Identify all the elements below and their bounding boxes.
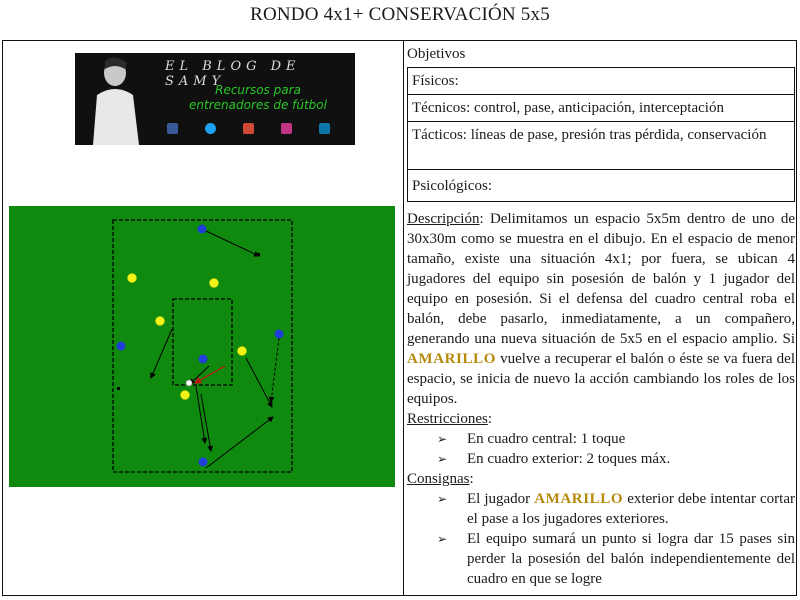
- ball: [186, 380, 192, 386]
- google-plus-icon: [243, 123, 254, 134]
- blue-player: [198, 225, 207, 234]
- pass-arrow: [206, 417, 273, 468]
- yellow-player: [210, 279, 219, 288]
- blog-name: EL BLOG DE SAMY: [165, 59, 301, 89]
- pass-arrow: [246, 358, 272, 407]
- exercise-description: [407, 209, 795, 589]
- yellow-player: [181, 391, 190, 400]
- arrow-bullet-icon: ➢: [437, 532, 448, 546]
- column-divider: [403, 40, 404, 596]
- descripcion-text-2: vuelve a recuperar el balón o éste se va fuera del espacio, se inicia de nuevo la acción cambiando los roles de los equipos.: [407, 351, 795, 407]
- descripcion-label: Descripción: [407, 211, 480, 227]
- consignas-heading: Consignas:: [407, 471, 474, 487]
- arrow-bullet-icon: ➢: [437, 432, 448, 446]
- cone-marker: [117, 387, 120, 390]
- social-icons: [167, 123, 347, 137]
- consigna-text-pre: El jugador: [467, 491, 535, 507]
- twitter-icon: [205, 123, 216, 134]
- page-title: RONDO 4x1+ CONSERVACIÓN 5x5: [250, 4, 550, 25]
- instagram-icon: [281, 123, 292, 134]
- restriccion-text: En cuadro exterior: 2 toques máx.: [467, 451, 671, 467]
- yellow-player: [156, 317, 165, 326]
- yellow-player: [128, 274, 137, 283]
- blue-player: [199, 458, 208, 467]
- restricciones-label: Restricciones: [407, 411, 488, 427]
- restriccion-item: [407, 449, 795, 469]
- restricciones-heading: Restricciones:: [407, 411, 492, 427]
- restriccion-text: En cuadro central: 1 toque: [467, 431, 626, 447]
- blog-subtitle-line2: entrenadores de fútbol: [189, 98, 327, 112]
- facebook-icon: [167, 123, 178, 134]
- consignas-label: Consignas: [407, 471, 470, 487]
- rondo-field-diagram: [9, 206, 395, 487]
- pass-arrow: [190, 366, 209, 384]
- blue-player: [117, 342, 126, 351]
- objetivos-label: Objetivos: [407, 46, 466, 62]
- objetivo-fisicos: Físicos:: [407, 67, 795, 95]
- blog-logo: [75, 53, 355, 145]
- coach-photo-icon: [83, 53, 143, 145]
- consigna-highlight: AMARILLO: [534, 491, 624, 507]
- consigna-item: [407, 529, 795, 589]
- pass-arrow: [196, 386, 205, 443]
- descripcion-paragraph: [407, 209, 795, 409]
- pass-arrow: [151, 329, 172, 378]
- pass-arrow: [271, 338, 279, 402]
- objetivo-tacticos: Tácticos: líneas de pase, presión tras pérdida, conservación: [407, 122, 795, 170]
- pass-arrow: [206, 231, 259, 256]
- outer-square: [113, 220, 292, 472]
- linkedin-icon: [319, 123, 330, 134]
- blog-subtitle: [163, 83, 353, 113]
- cone-marker: [257, 253, 260, 256]
- descripcion-text-1: : Delimitamos un espacio 5x5m dentro de uno de 30x30m como se muestra en el dibujo. En el espacio de menor tamaño, existe una situación 4x1; por fuera, se ubican 4 jugadores del equipo sin posesión de balón y 1 jugador del equipo en posesión. Si el defensa del cuadro central roba el balón, debe pasarlo, inmediatamente, a un compañero, generando una nueva situación de 5x5 en el espacio amplio. Si: [407, 211, 795, 347]
- consigna-text-post: exterior debe intentar cortar el pase a los jugadores exteriores.: [467, 491, 795, 527]
- objetivos-table: [407, 67, 795, 202]
- descripcion-highlight: AMARILLO: [407, 351, 496, 367]
- field-svg: [9, 206, 395, 487]
- arrow-bullet-icon: ➢: [437, 452, 448, 466]
- consigna-text: El equipo sumará un punto si logra dar 15 pases sin perder la posesión del balón independientemente del cuadro en que se logre: [467, 531, 795, 587]
- consigna-item: [407, 489, 795, 529]
- blog-subtitle-line1: Recursos para: [215, 83, 301, 97]
- objetivo-tecnicos: Técnicos: control, pase, anticipación, interceptación: [407, 95, 795, 122]
- yellow-player: [238, 347, 247, 356]
- blue-player: [199, 355, 208, 364]
- restriccion-item: [407, 429, 795, 449]
- arrow-bullet-icon: ➢: [437, 492, 448, 506]
- blue-player: [275, 330, 284, 339]
- pass-arrow: [201, 394, 211, 451]
- objetivo-psicologicos: Psicológicos:: [407, 170, 795, 202]
